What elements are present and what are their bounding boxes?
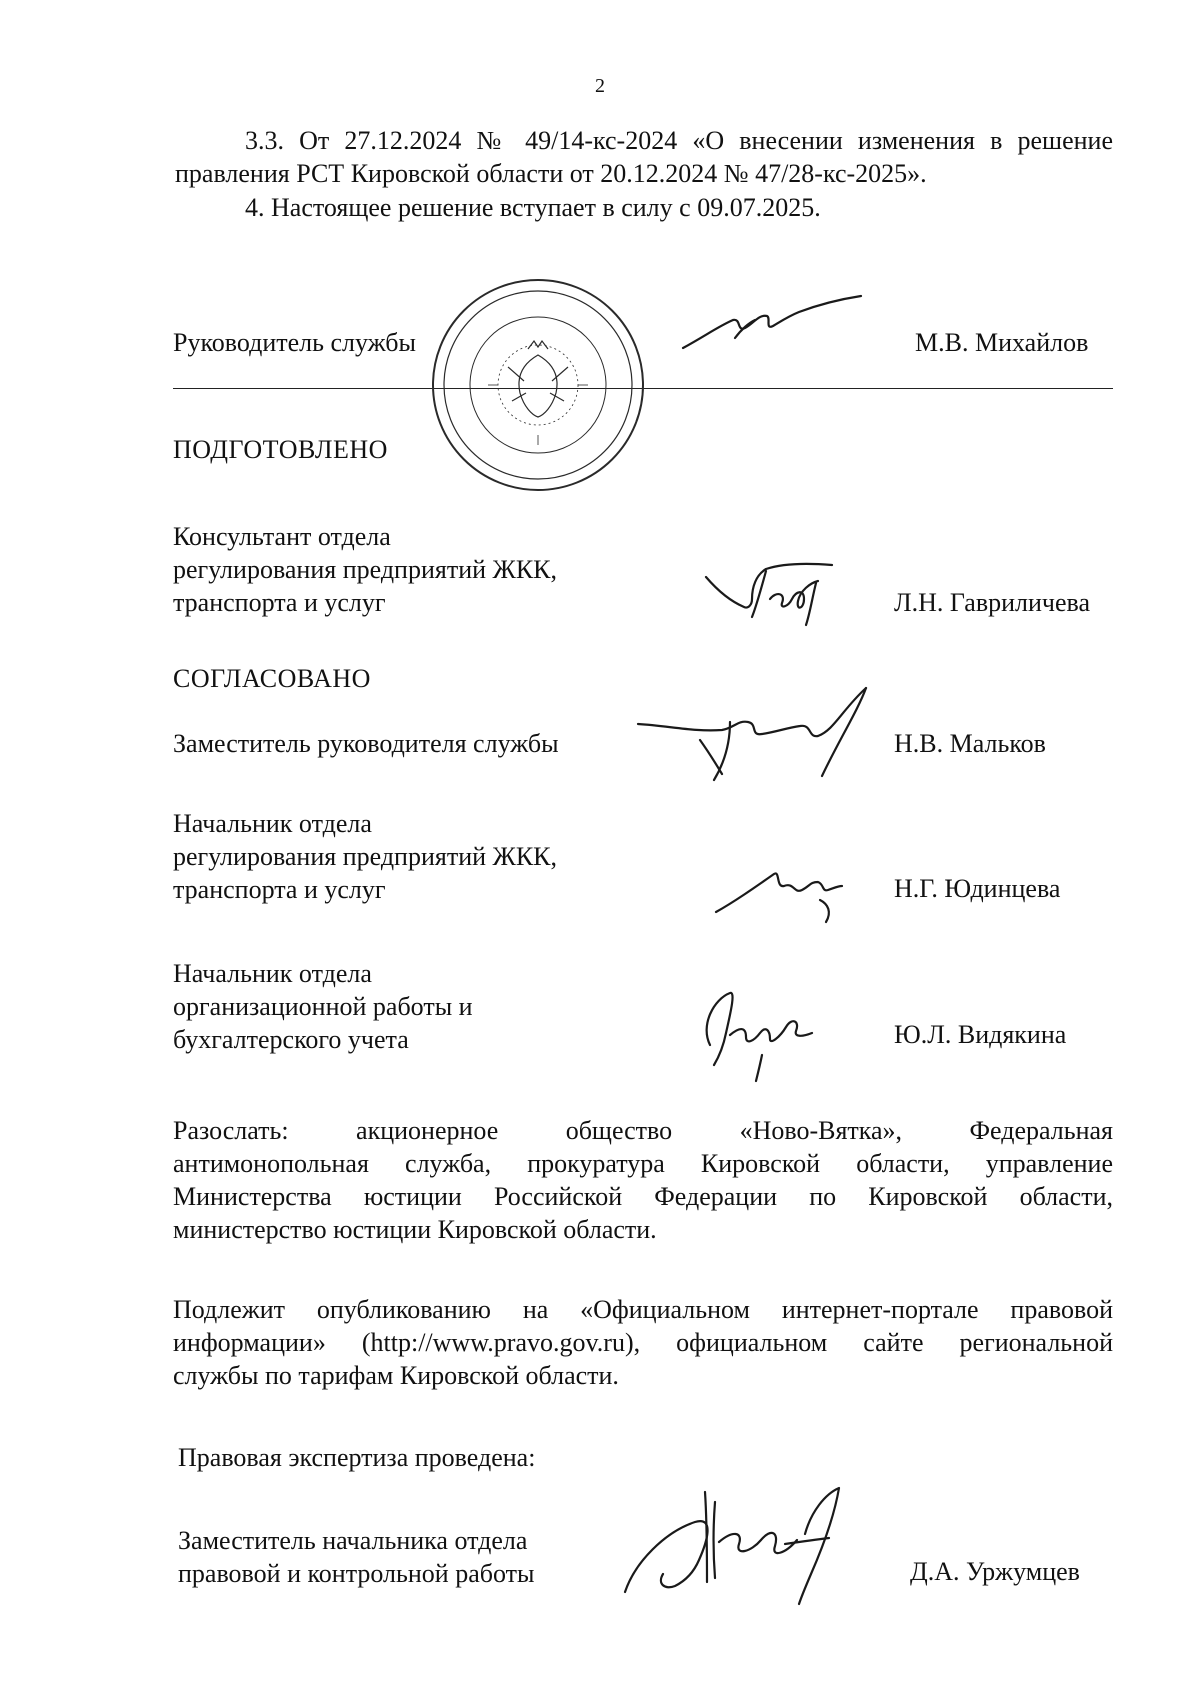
publication-line-3: службы по тарифам Кировской области. xyxy=(173,1361,619,1390)
head-name: М.В. Михайлов xyxy=(915,328,1089,357)
legal-review-title: Правовая экспертиза проведена: xyxy=(178,1443,536,1472)
agreed-signer-3-name: Ю.Л. Видякина xyxy=(894,1020,1067,1049)
agreed-signer-3-position xyxy=(173,957,473,1056)
agreed-signer-2-position-line-2: регулирования предприятий ЖКК, xyxy=(173,842,558,871)
agreed-signer-1-signature xyxy=(630,680,910,790)
prepared-position-line-2: регулирования предприятий ЖКК, xyxy=(173,555,558,584)
prepared-position xyxy=(173,520,557,619)
item-3-3 xyxy=(175,124,1113,190)
agreed-signer-2-signature xyxy=(710,860,850,930)
legal-review-position-line-1: Заместитель начальника отдела xyxy=(178,1526,528,1555)
official-seal xyxy=(428,275,648,495)
agreed-signer-3-position-line-1: Начальник отдела xyxy=(173,959,372,988)
divider-line xyxy=(173,388,1113,389)
legal-review-position xyxy=(178,1524,534,1590)
agreed-signer-1-name: Н.В. Мальков xyxy=(894,729,1046,758)
distribution-line-2: антимонопольная служба, прокуратура Кировской области, управление xyxy=(173,1149,1113,1178)
page-number: 2 xyxy=(595,75,605,97)
agreed-signer-3-signature xyxy=(690,985,830,1085)
agreed-signer-2-position-line-1: Начальник отдела xyxy=(173,809,372,838)
head-signature xyxy=(675,290,875,370)
agreed-signer-3-position-line-3: бухгалтерского учета xyxy=(173,1025,409,1054)
agreed-signer-2-position xyxy=(173,807,557,906)
item-3-3-line-1: 3.3. От 27.12.2024 № 49/14-кс-2024 «О внесении изменения в решение xyxy=(245,126,1113,155)
distribution-line-3: Министерства юстиции Российской Федерации по Кировской области, xyxy=(173,1182,1113,1211)
legal-review-name: Д.А. Уржумцев xyxy=(910,1557,1080,1586)
prepared-position-line-3: транспорта и услуг xyxy=(173,588,386,617)
head-position: Руководитель службы xyxy=(173,328,416,357)
agreed-signer-1-position: Заместитель руководителя службы xyxy=(173,729,559,758)
publication-line-1: Подлежит опубликованию на «Официальном интернет-портале правовой xyxy=(173,1295,1113,1324)
distribution-line-4: министерство юстиции Кировской области. xyxy=(173,1215,657,1244)
agreed-signer-2-position-line-3: транспорта и услуг xyxy=(173,875,386,904)
legal-review-signature xyxy=(615,1482,875,1612)
item-3-3-line-2: правления РСТ Кировской области от 20.12.2024 № 47/28-кс-2025». xyxy=(175,159,927,188)
prepared-position-line-1: Консультант отдела xyxy=(173,522,391,551)
distribution-line-1: Разослать: акционерное общество «Ново-Вятка», Федеральная xyxy=(173,1116,1113,1145)
legal-review-position-line-2: правовой и контрольной работы xyxy=(178,1559,535,1588)
publication-note xyxy=(173,1293,1113,1392)
agreed-title: СОГЛАСОВАНО xyxy=(173,664,371,693)
prepared-name: Л.Н. Гавриличева xyxy=(894,588,1091,617)
agreed-signer-3-position-line-2: организационной работы и xyxy=(173,992,473,1021)
publication-line-2: информации» (http://www.pravo.gov.ru), официальном сайте региональной xyxy=(173,1328,1113,1357)
prepared-signature xyxy=(700,555,840,635)
prepared-title: ПОДГОТОВЛЕНО xyxy=(173,435,388,464)
agreed-signer-2-name: Н.Г. Юдинцева xyxy=(894,874,1061,903)
item-4: 4. Настоящее решение вступает в силу с 09.07.2025. xyxy=(245,193,821,222)
distribution-list xyxy=(173,1114,1113,1246)
